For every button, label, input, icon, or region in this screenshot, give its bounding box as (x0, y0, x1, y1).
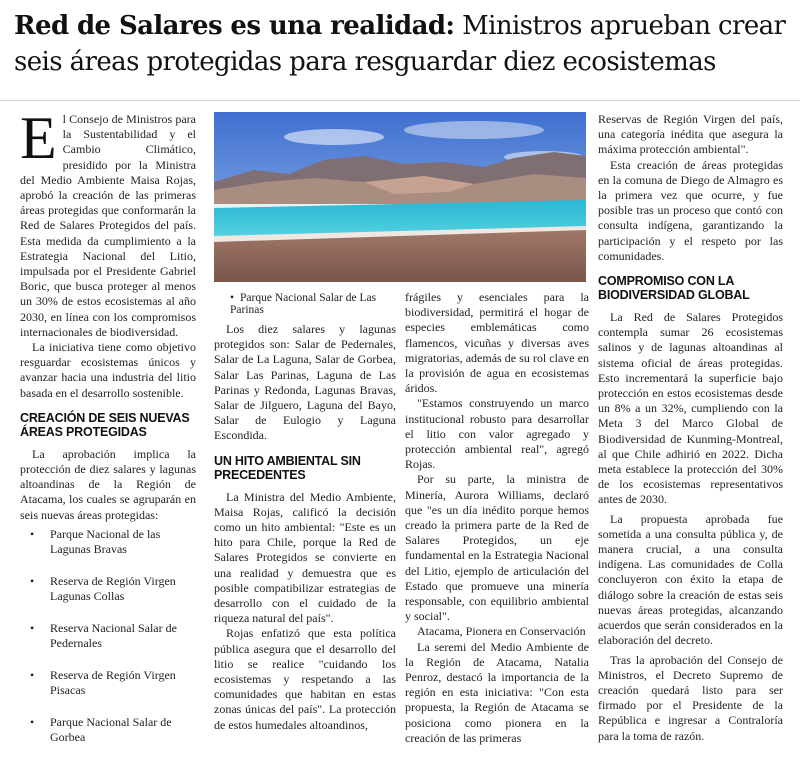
col4-paragraph-1: Reservas de Región Virgen del país, una categoría inédita que asegura la máxima protección ambiental". (598, 112, 783, 157)
list-item: • Reserva de Región Virgen Lagunas Collas (20, 574, 196, 604)
col2-paragraph-1: Los diez salares y lagunas protegidos son: Salar de Pedernales, Salar de La Laguna, Salar de Gorbea, Salar Las Parinas, Laguna de Las Parinas y Redonda, Lagunas Bravas, Salar de Jilguero, Laguna del Bayo, Salar de Eulogio y Laguna Escondida. (214, 322, 396, 443)
col3-paragraph-4: Atacama, Pionera en Conservación (417, 624, 586, 639)
col4-paragraph-3: La Red de Salares Protegidos contempla sumar 26 ecosistemas salinos y de lagunas altoandinas al sistema oficial de áreas protegidas. Esto incrementará la superficie bajo protección en estos ecosistemas desde un 8% a un 32%, cumpliendo con la Meta 3 del Marco Global de Biodiversidad de Kunming-Montreal, al que Chile adhirió en 2022. Dicha meta establece la protección del 30% de los ecosistemas representativos antes de 2030. (598, 310, 783, 507)
photo-caption: • Parque Nacional Salar de Las Parinas (230, 292, 400, 316)
list-item: • Parque Nacional Salar de Gorbea (20, 715, 196, 745)
headline (14, 8, 786, 80)
col3-paragraph-1: frágiles y esenciales para la biodiversidad, permitirá el hogar de especies emblemáticas como flamencos, vicuñas y diversas aves migratorias, además de su rol clave en la provisión de agua en ecosistemas áridos. (405, 290, 589, 396)
col1-paragraph-3: La aprobación implica la protección de diez salares y lagunas altoandinas de la Región de Atacama, los cuales se agruparán en seis nuevas áreas protegidas: (20, 446, 196, 522)
protected-areas-list (20, 527, 196, 745)
headline-bold: Red de Salares es una realidad: (14, 11, 455, 41)
subhead-compromiso: COMPROMISO CON LA BIODIVERSIDAD GLOBAL (598, 274, 750, 303)
col2-paragraph-2: La Ministra del Medio Ambiente, Maisa Rojas, calificó la decisión como un hito ambiental: "Este es un hito para Chile, porque la Red de Salares Protegidos se convierte en una realidad y demuestra que es posible compatibilizar estrategias de desarrollo con el cuidado de la riqueza natural del país". (214, 489, 396, 626)
column-3 (405, 290, 589, 746)
headline-rest: Ministros aprueban crear seis áreas protegidas para resguardar diez ecosistemas (14, 11, 786, 77)
landscape-image (214, 112, 586, 282)
col3-paragraph-5: La seremi del Medio Ambiente de la Región de Atacama, Natalia Penroz, destacó la importancia de la región en esta iniciativa: "Con esta propuesta, la Región de Atacama se posiciona como pionera en la creación de las primeras (405, 639, 589, 745)
subhead-hito: UN HITO AMBIENTAL SIN PRECEDENTES (214, 453, 361, 482)
subhead-creacion: CREACIÓN DE SEIS NUEVAS ÁREAS PROTEGIDAS (20, 410, 190, 439)
col1-paragraph-2: La iniciativa tiene como objetivo resguardar ecosistemas únicos y avanzar hacia una industria del litio basada en el desarrollo sostenible. (20, 340, 196, 400)
col3-paragraph-2: "Estamos construyendo un marco institucional robusto para desarrollar el litio con valor agregado y protección ambiental real", agregó Rojas. (405, 396, 589, 472)
column-4 (598, 112, 783, 744)
col3-paragraph-3: Por su parte, la ministra de Minería, Aurora Williams, declaró que "es un día inédito porque hemos creado la primera parte de la Red de Salares Protegidos, un eje fundamental en la Estrategia Nacional del Litio, ejemplo de articulación del Estado que promueve una minería responsable, con equilibrio ambiental y social". (405, 472, 589, 624)
column-2 (214, 322, 396, 733)
col4-paragraph-5: Tras la aprobación del Consejo de Ministros, el Decreto Supremo de creación quedará listo para ser firmado por el Presidente de la República e ingresar a Contraloría para la toma de razón. (598, 652, 783, 743)
list-item: • Reserva Nacional Salar de Pedernales (20, 621, 196, 651)
column-1 (20, 105, 196, 762)
col2-paragraph-3: Rojas enfatizó que esta política pública asegura que el desarrollo del litio se realice "cuidando los ecosistemas y respetando a las comunidades que habitan en estas zonas únicas del país". La protección de estos humedales altoandinos, (214, 626, 396, 732)
headline-rule (0, 100, 800, 101)
dropcap: E (20, 105, 57, 171)
col4-paragraph-2: Esta creación de áreas protegidas en la comuna de Diego de Almagro es la primera vez que ocurre, y fue posible tras un proceso que contó con consulta indígena, garantizando la participación y el respeto por las comunidades. (598, 157, 783, 263)
col1-paragraph-1: l Consejo de Ministros para la Sustentabilidad y el Cambio Climático, presidido por la Ministra del Medio Ambiente Maisa Rojas, aprobó la creación de las primeras áreas protegidas que conformarán la Red de Salares Protegidos del país. Esta medida da cumplimiento a la Estrategia Nacional del Litio, impulsada por el Presidente Gabriel Boric, que busca proteger al menos un 30% de estos ecosistemas al año 2030, en línea con los compromisos internacionales de biodiversidad. (20, 112, 196, 339)
list-item: • Parque Nacional de las Lagunas Bravas (20, 527, 196, 557)
list-item: • Reserva de Región Virgen Pisacas (20, 668, 196, 698)
col4-paragraph-4: La propuesta aprobada fue sometida a una consulta pública y, de manera crucial, a una consulta indígena. Las comunidades de Colla concluyeron con éxito la etapa de diálogo sobre la creación de estas seis nuevas áreas protegidas, alcanzando acuerdos que serán considerados en la elaboración del decreto. (598, 511, 783, 648)
salar-photo (214, 112, 586, 282)
